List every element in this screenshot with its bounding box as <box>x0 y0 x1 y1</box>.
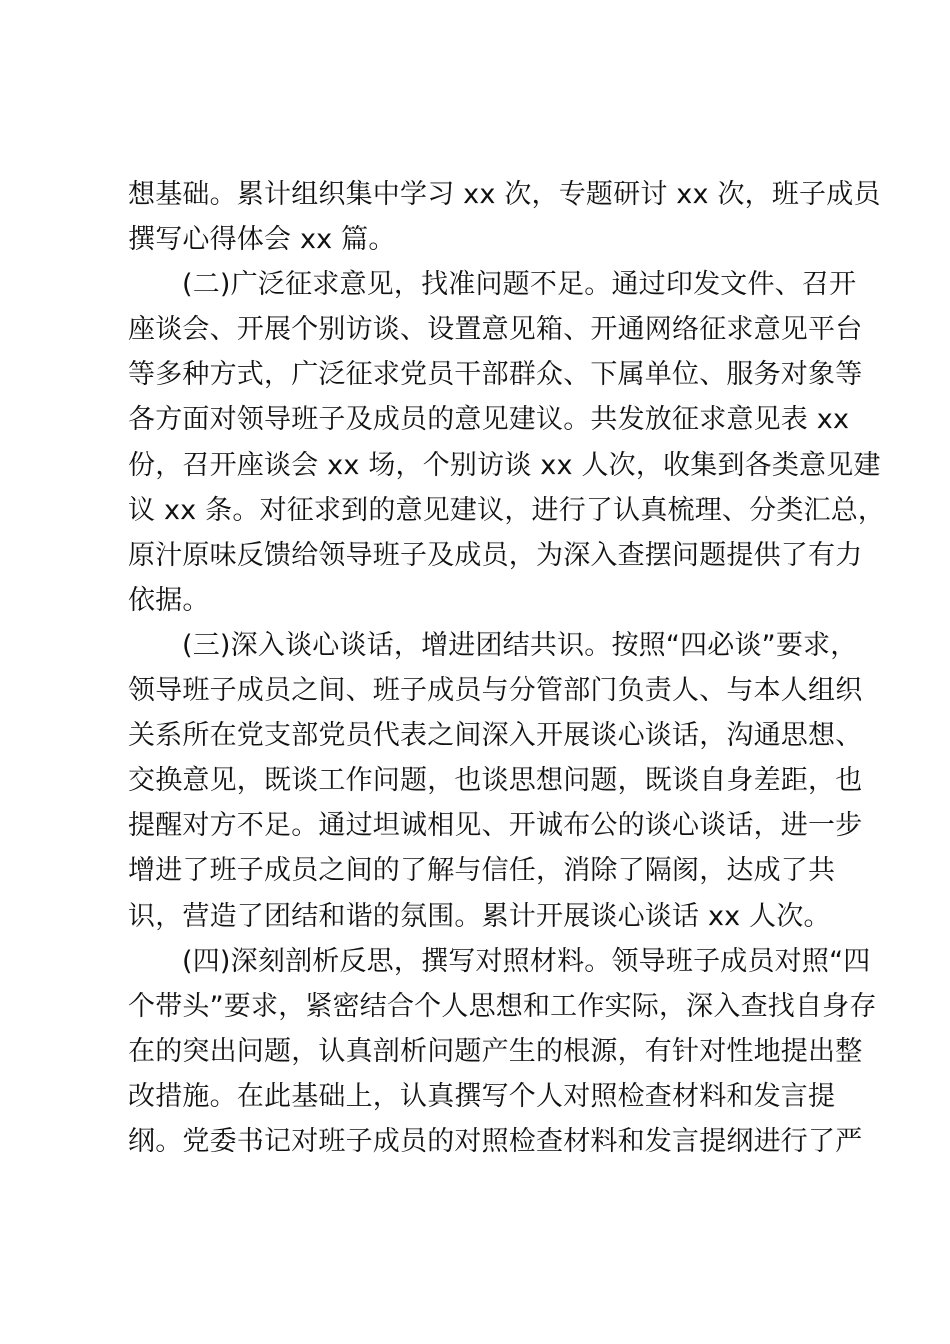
document-body <box>128 172 886 1164</box>
text-line: 领导班子成员之间、班子成员与分管部门负责人、与本人组织 <box>128 675 863 707</box>
text-line: 各方面对领导班子及成员的意见建议。共发放征求意见表 xx <box>128 404 850 436</box>
text-line: 纲。党委书记对班子成员的对照检查材料和发言提纲进行了严 <box>128 1125 863 1157</box>
text-line: 交换意见，既谈工作问题，也谈思想问题，既谈自身差距，也 <box>128 765 863 797</box>
text-line: 依据。 <box>128 584 210 616</box>
text-line: 原汁原味反馈给领导班子及成员，为深入查摆问题提供了有力 <box>128 539 863 571</box>
text-line: 等多种方式，广泛征求党员干部群众、下属单位、服务对象等 <box>128 359 863 391</box>
text-line: 份，召开座谈会 xx 场，个别访谈 xx 人次，收集到各类意见建 <box>128 449 881 481</box>
text-line: 关系所在党支部党员代表之间深入开展谈心谈话，沟通思想、 <box>128 720 863 752</box>
text-line: 提醒对方不足。通过坦诚相见、开诚布公的谈心谈话，进一步 <box>128 810 863 842</box>
text-line: 议 xx 条。对征求到的意见建议，进行了认真梳理、分类汇总， <box>128 494 886 526</box>
text-line: 想基础。累计组织集中学习 xx 次，专题研讨 xx 次，班子成员 <box>128 179 881 210</box>
text-line: 在的突出问题，认真剖析问题产生的根源，有针对性地提出整 <box>128 1035 863 1067</box>
paragraph-heading-line: (四)深刻剖析反思，撰写对照材料。领导班子成员对照“四 <box>182 945 871 977</box>
text-line: 撰写心得体会 xx 篇。 <box>128 224 396 256</box>
text-line: 座谈会、开展个别访谈、设置意见箱、开通网络征求意见平台 <box>128 314 863 346</box>
text-line: 识，营造了团结和谐的氛围。累计开展谈心谈话 xx 人次。 <box>128 900 831 932</box>
text-line: 改措施。在此基础上，认真撰写个人对照检查材料和发言提 <box>128 1080 836 1112</box>
text-line: 增进了班子成员之间的了解与信任，消除了隔阂，达成了共 <box>128 855 836 887</box>
paragraph-heading-line: (二)广泛征求意见，找准问题不足。通过印发文件、召开 <box>182 269 857 301</box>
paragraph-heading-line: (三)深入谈心谈话，增进团结共识。按照“四必谈”要求， <box>182 629 858 661</box>
text-line: 个带头”要求，紧密结合个人思想和工作实际，深入查找自身存 <box>128 990 877 1022</box>
